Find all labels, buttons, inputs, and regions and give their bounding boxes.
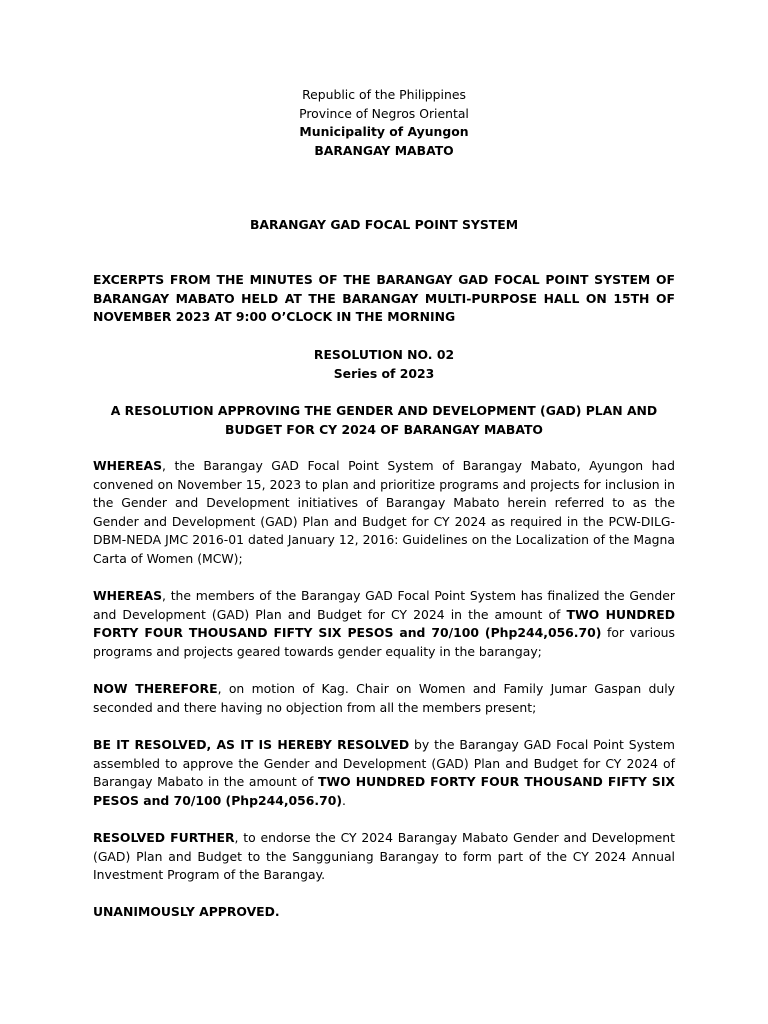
whereas-paragraph-2 bbox=[93, 587, 675, 661]
budget-amount: TWO HUNDRED FORTY FOUR THOUSAND FIFTY SIX PESOS and 70/100 (Php244,056.70) bbox=[93, 774, 675, 808]
letterhead-barangay: BARANGAY MABATO bbox=[314, 142, 454, 158]
resolved-further-paragraph bbox=[93, 829, 675, 885]
letterhead-country: Republic of the Philippines bbox=[302, 87, 466, 102]
budget-amount: TWO HUNDRED FORTY FOUR THOUSAND FIFTY SIX PESOS and 70/100 (Php244,056.70) bbox=[93, 606, 676, 641]
paragraph-text: by the Barangay GAD Focal Point System assembled to approve the Gender and Development (GAD) Plan and Budget for CY 2024 of Barangay Mabato in the amount of bbox=[93, 737, 675, 790]
resolution-number: RESOLUTION NO. 02 bbox=[313, 347, 455, 362]
be-it-resolved-paragraph bbox=[93, 736, 675, 810]
letterhead-province: Province of Negros Oriental bbox=[299, 105, 469, 121]
whereas-paragraph-1 bbox=[93, 457, 675, 569]
approval-statement: UNANIMOUSLY APPROVED. bbox=[93, 904, 280, 919]
paragraph-text: , to endorse the CY 2024 Barangay Mabato Gender and Development (GAD) Plan and Budget to the Sangguniang Barangay to form part of the CY 2024 Annual Investment Program of the Barangay. bbox=[93, 830, 676, 883]
resolution-number-block bbox=[0, 346, 768, 383]
letterhead-municipality: Municipality of Ayungon bbox=[299, 124, 469, 140]
resolution-series: Series of 2023 bbox=[333, 365, 435, 381]
resolution-title: A RESOLUTION APPROVING THE GENDER AND DEVELOPMENT (GAD) PLAN AND BUDGET FOR CY 2024 OF BARANGAY MABATO bbox=[110, 403, 658, 437]
paragraph-lead: RESOLVED FURTHER bbox=[93, 830, 235, 845]
now-therefore-paragraph bbox=[93, 680, 675, 717]
paragraph-lead: NOW THEREFORE bbox=[93, 681, 218, 696]
minutes-excerpt-heading: EXCERPTS FROM THE MINUTES OF THE BARANGAY GAD FOCAL POINT SYSTEM OF BARANGAY MABATO HELD AT THE BARANGAY MULTI-PURPOSE HALL ON 15TH OF NOVEMBER 2023 AT 9:00 O’CLOCK IN THE MORNING bbox=[93, 272, 675, 325]
paragraph-tail: for various programs and projects geared towards gender equality in the barangay; bbox=[93, 625, 675, 659]
paragraph-text: , on motion of Kag. Chair on Women and Family Jumar Gaspan duly seconded and there having no objection from all the members present; bbox=[93, 681, 675, 715]
paragraph-lead: WHEREAS bbox=[93, 458, 163, 473]
paragraph-lead: WHEREAS bbox=[93, 588, 163, 603]
paragraph-text: , the members of the Barangay GAD Focal Point System has finalized the Gender and Development (GAD) Plan and Budget for CY 2024 in the amount of bbox=[93, 588, 675, 622]
paragraph-lead: BE IT RESOLVED, AS IT IS HEREBY RESOLVED bbox=[93, 737, 410, 752]
system-title: BARANGAY GAD FOCAL POINT SYSTEM bbox=[249, 217, 519, 232]
paragraph-tail: . bbox=[342, 792, 346, 808]
paragraph-text: , the Barangay GAD Focal Point System of Barangay Mabato, Ayungon had convened on November 15, 2023 to plan and prioritize programs and projects for inclusion in the Gender and Development initiatives of Barangay Mabato herein referred to as the Gender and Development (GAD) Plan and Budget for CY 2024 as required in the PCW-DILG-DBM-NEDA JMC 2016-01 dated January 12, 2016: Guidelines on the Localization of the Magna Carta of Women (MCW); bbox=[93, 458, 675, 566]
letterhead bbox=[0, 86, 768, 160]
